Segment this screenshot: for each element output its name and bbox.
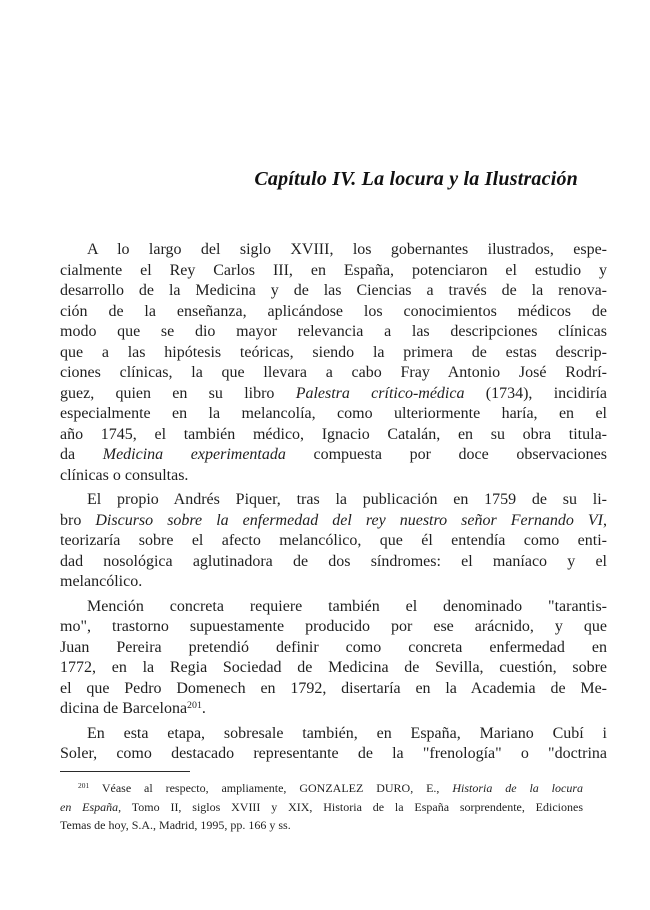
paragraph — [60, 490, 607, 593]
text-segment: cialmente el Rey Carlos III, en España, potenciaron el estudio y — [60, 261, 607, 279]
text-segment: , — [603, 511, 608, 529]
text-segment: Mención concreta requiere también el denominado "tarantis- — [87, 597, 607, 615]
text-segment: Véase al respecto, ampliamente, GONZALEZ DURO, E., — [89, 781, 453, 795]
text-segment: bro — [60, 511, 96, 529]
text-segment: modo que se dio mayor relevancia a las descripciones clínicas — [60, 323, 607, 340]
italic-text: Historia de la locura — [452, 781, 584, 795]
text-segment: desarrollo de la Medicina y de las Ciencias a través de la renova- — [60, 282, 607, 299]
footnote-separator — [60, 771, 190, 772]
text-line — [60, 363, 607, 384]
text-line — [60, 572, 607, 593]
text-line — [60, 343, 607, 364]
text-segment: teorizaría sobre el afecto melancólico, que él entendía como enti- — [60, 532, 607, 549]
text-segment: Juan Pereira pretendió definir como concreta enfermedad en — [60, 638, 607, 656]
text-segment: El propio Andrés Piquer, tras la publicación en 1759 de su li- — [87, 491, 607, 508]
text-segment: clínicas o consultas. — [60, 466, 189, 484]
text-line — [60, 798, 583, 817]
text-line — [60, 638, 607, 659]
text-segment: dad nosológica aglutinadora de dos síndromes: el maníaco y el — [60, 552, 607, 570]
text-segment: compuesta por doce observaciones — [285, 446, 607, 463]
text-line — [60, 552, 607, 573]
chapter-title: Capítulo IV. La locura y la Ilustración — [254, 168, 578, 190]
text-line — [60, 466, 607, 487]
text-segment: da — [60, 446, 103, 463]
text-segment: En esta etapa, sobresale también, en España, Mariano Cubí i — [87, 724, 607, 742]
text-line — [60, 281, 607, 302]
text-line — [60, 779, 583, 798]
text-line — [60, 617, 607, 638]
italic-text: en España — [60, 799, 119, 814]
text-line — [60, 384, 607, 405]
text-line — [60, 744, 607, 765]
text-segment: ción de la enseñanza, aplicándose los conocimientos médicos de — [60, 302, 607, 320]
text-segment: Temas de hoy, S.A., Madrid, 1995, pp. 166 y ss. — [60, 818, 291, 832]
text-segment: guez, quien en su libro — [60, 384, 296, 402]
text-line — [60, 404, 607, 425]
text-line — [60, 240, 607, 261]
footnote-reference: 201 — [78, 781, 90, 791]
text-segment: (1734), incidiría — [464, 384, 608, 402]
italic-text: Medicina experimentada — [102, 446, 286, 463]
text-segment: que a las hipótesis teóricas, siendo la primera de estas descrip- — [60, 343, 607, 361]
paragraph — [60, 724, 607, 765]
text-segment: año 1745, el también médico, Ignacio Catalán, en su obra titula- — [60, 425, 607, 443]
text-line — [60, 322, 607, 343]
footnote-reference: 201 — [187, 700, 202, 712]
italic-text: Palestra crítico-médica — [295, 384, 465, 402]
text-line — [60, 658, 607, 679]
paragraph — [60, 597, 607, 720]
text-segment: especialmente en la melancolía, como ulteriormente haría, en el — [60, 405, 607, 422]
footnote — [60, 779, 583, 835]
text-line — [60, 511, 607, 532]
text-line — [60, 302, 607, 323]
text-line — [60, 261, 607, 282]
text-line — [60, 724, 607, 745]
text-line — [60, 425, 607, 446]
text-segment: el que Pedro Domenech en 1792, disertaría en la Academia de Me- — [60, 679, 607, 697]
text-segment: mo", trastorno supuestamente producido por ese arácnido, y que — [60, 618, 607, 635]
text-line — [60, 445, 607, 466]
text-line — [60, 679, 607, 700]
text-segment: . — [201, 700, 206, 717]
text-segment: 1772, en la Regia Sociedad de Medicina de Sevilla, cuestión, sobre — [60, 659, 607, 676]
text-segment: , Tomo II, siglos XVIII y XIX, Historia de la España sorprendente, Ediciones — [118, 799, 584, 814]
text-line — [60, 597, 607, 618]
text-segment: ciones clínicas, la que llevara a cabo Fray Antonio José Rodrí- — [60, 364, 607, 381]
italic-text: Discurso sobre la enfermedad del rey nuestro señor Fernando VI — [95, 511, 604, 529]
text-line — [60, 531, 607, 552]
text-segment: A lo largo del siglo XVIII, los gobernantes ilustrados, espe- — [87, 241, 607, 258]
text-segment: Soler, como destacado representante de la "frenología" o "doctrina — [60, 745, 607, 762]
paragraph — [60, 240, 607, 486]
text-line — [60, 699, 607, 720]
text-segment: dicina de Barcelona — [60, 700, 188, 717]
text-line — [60, 816, 583, 835]
text-segment: melancólico. — [60, 573, 143, 590]
text-line — [60, 490, 607, 511]
body-text — [60, 240, 607, 765]
